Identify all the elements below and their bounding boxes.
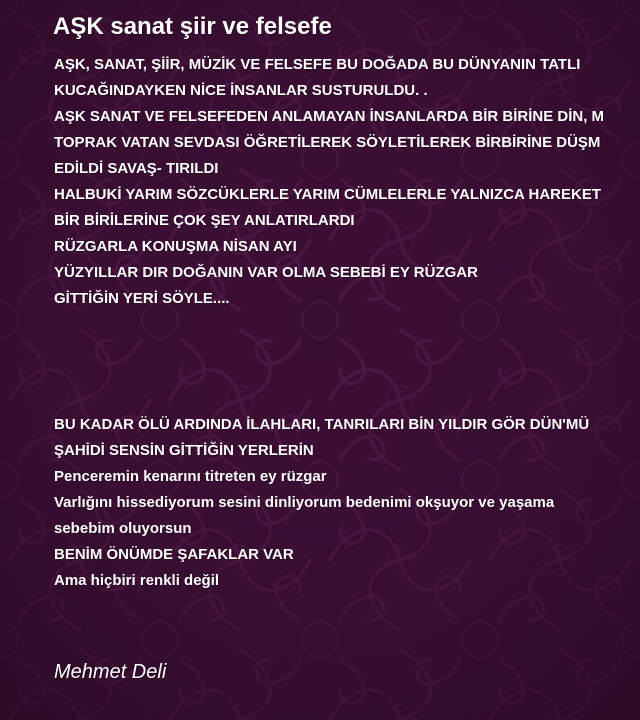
poem-line: AŞK, SANAT, ŞİİR, MÜZİK VE FELSEFE BU DOĞADA BU DÜNYANIN TATLI <box>54 56 581 73</box>
poem-line: sebebim oluyorsun <box>54 520 192 537</box>
poem-line: BİR BİRİLERİNE ÇOK ŞEY ANLATIRLARDI <box>54 212 355 229</box>
poem-line: Varlığını hissediyorum sesini dinliyorum bedenimi okşuyor ve yaşama <box>54 494 555 511</box>
poem-line: GİTTİĞİN YERİ SÖYLE.... <box>54 290 230 307</box>
poem-line: AŞK SANAT VE FELSEFEDEN ANLAMAYAN İNSANLARDA BİR BİRİNE DİN, M <box>54 108 605 125</box>
poem-line: BENİM ÖNÜMDE ŞAFAKLAR VAR <box>54 546 294 563</box>
poem-line: Penceremin kenarını titreten ey rüzgar <box>54 468 327 485</box>
poem-line: TOPRAK VATAN SEVDASI ÖĞRETİLEREK SÖYLETİLEREK BİRBİRİNE DÜŞM <box>54 134 601 151</box>
stanza-1 <box>54 52 640 312</box>
poem-line: Ama hiçbiri renkli değil <box>54 572 220 589</box>
poem-line: RÜZGARLA KONUŞMA NİSAN AYI <box>54 238 297 255</box>
poem-author: Mehmet Deli <box>54 661 167 683</box>
poem-line: ŞAHİDİ SENSİN GİTTİĞİN YERLERİN <box>54 442 314 459</box>
poem-line: EDİLDİ SAVAŞ- TIRILDI <box>54 160 219 177</box>
poem-line: BU KADAR ÖLÜ ARDINDA İLAHLARI, TANRILARI BİN YILDIR GÖR DÜN'MÜ <box>54 416 590 433</box>
stanza-2 <box>54 412 640 594</box>
poem-title: AŞK sanat şiir ve felsefe <box>53 13 332 40</box>
poem-line: KUCAĞINDAYKEN NİCE İNSANLAR SUSTURULDU. . <box>54 82 428 99</box>
poem-line: HALBUKİ YARIM SÖZCÜKLERLE YARIM CÜMLELERLE YALNIZCA HAREKET <box>54 186 601 203</box>
poem-line: YÜZYILLAR DIR DOĞANIN VAR OLMA SEBEBİ EY RÜZGAR <box>54 264 478 281</box>
